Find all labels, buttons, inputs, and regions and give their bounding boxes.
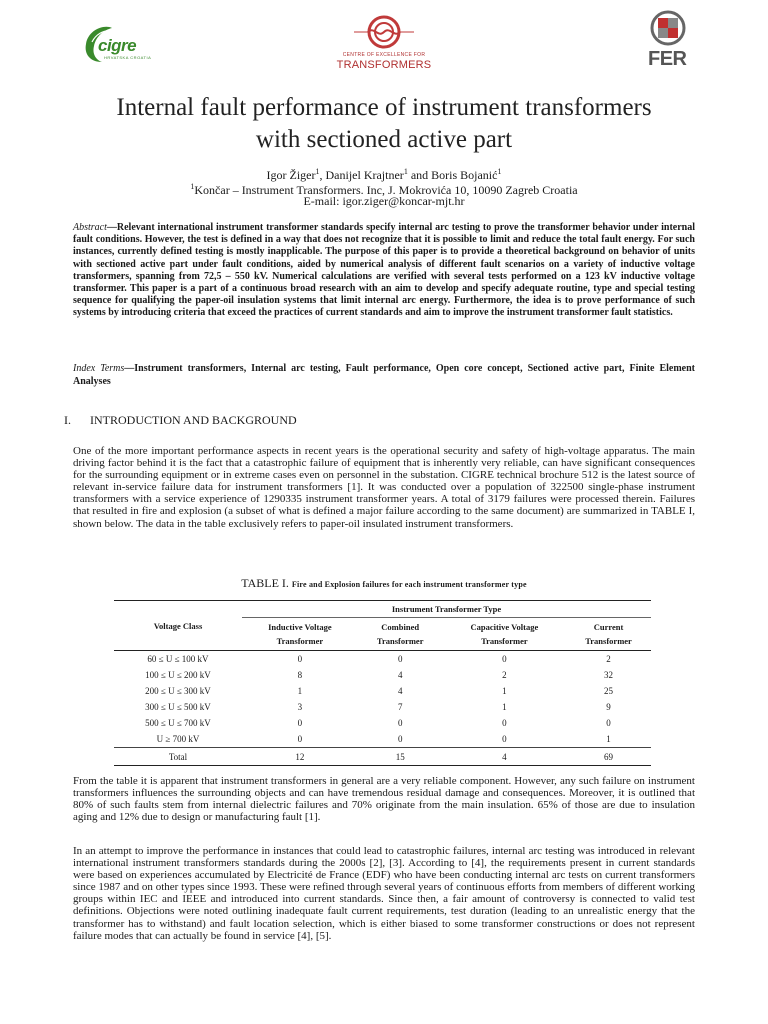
- table-total-row: [114, 748, 651, 766]
- cell-value: 0: [297, 654, 303, 664]
- cell-value: 32: [604, 670, 614, 680]
- cell-value: 2: [606, 654, 611, 664]
- index-terms-label: Index Terms: [73, 363, 125, 374]
- header-group: Instrument Transformer Type: [242, 601, 651, 618]
- author-1: Igor Žiger: [266, 168, 316, 182]
- header-col-3: [443, 618, 566, 651]
- cell-voltage-class: 300 ≤ U ≤ 500 kV: [145, 702, 211, 712]
- abstract-label: Abstract: [73, 222, 107, 233]
- coe-logo: [324, 12, 444, 74]
- cigre-logo: [82, 22, 154, 66]
- header-col-4-l2: Transformer: [585, 636, 632, 646]
- table-row: [114, 651, 651, 668]
- header-col-4: [566, 618, 651, 651]
- cell-voltage-class: 200 ≤ U ≤ 300 kV: [145, 686, 211, 696]
- cell-value: 0: [397, 734, 403, 744]
- header-col-1-l1: Inductive Voltage: [268, 622, 332, 632]
- cell-value: 0: [502, 654, 507, 664]
- fer-emblem-icon: [646, 8, 692, 48]
- cell-value: 9: [606, 702, 611, 712]
- cell-value: 0: [606, 718, 611, 728]
- table-row: [114, 731, 651, 748]
- section-number: I.: [64, 413, 71, 427]
- cell-value: 7: [397, 702, 403, 712]
- cell-voltage-class: 100 ≤ U ≤ 200 kV: [145, 670, 211, 680]
- table-row: [114, 683, 651, 699]
- cell-value: 8: [297, 670, 303, 680]
- coe-line2: TRANSFORMERS: [336, 59, 432, 71]
- table-caption: [73, 576, 695, 591]
- failure-table: [114, 600, 651, 766]
- paragraph-2: From the table it is apparent that instrument transformers in general are a very reliable component. However, any such failure on instrument transformers influences the surrounding objects and can have tremendous residual damage and consequences. Moreover, it is outlined that 80% of such faults stem from internal dielectric failures and 70% originate from the main insulation. 65% of those are due to insulation aging and 12% due to design or manufacturing fault [1].: [73, 775, 695, 824]
- affiliation-text: Končar – Instrument Transformers. Inc, J. Mokrovića 10, 10090 Zagreb Croatia: [194, 183, 578, 197]
- author-3: Boris Bojanić: [431, 168, 498, 182]
- index-terms: [73, 363, 695, 388]
- index-terms-text: —Instrument transformers, Internal arc testing, Fault performance, Open core concept, Sectioned active part, Finite Element Analyses: [73, 363, 695, 387]
- author-sep-1: ,: [319, 168, 326, 182]
- cell-value: 1: [297, 686, 303, 696]
- header-logos: [0, 8, 768, 78]
- cell-value: 0: [502, 734, 507, 744]
- cell-value: 4: [397, 670, 403, 680]
- header-voltage-class: Voltage Class: [114, 601, 242, 651]
- affiliation-sup: 1: [190, 182, 195, 191]
- header-col-2-l1: Combined: [381, 622, 420, 632]
- header-col-1: [242, 618, 358, 651]
- coe-line1: CENTRE OF EXCELLENCE FOR: [342, 52, 426, 58]
- cell-value: 1: [502, 686, 507, 696]
- table-caption-number: TABLE I.: [241, 576, 292, 590]
- table-row: [114, 667, 651, 683]
- author-3-sup: 1: [497, 167, 502, 176]
- table-row: [114, 715, 651, 731]
- cell-value: 1: [606, 734, 611, 744]
- cell-value: 2: [502, 670, 507, 680]
- table-caption-text: Fire and Explosion failures for each instrument transformer type: [291, 580, 527, 589]
- cell-total-value: 15: [358, 748, 443, 766]
- header-col-1-l2: Transformer: [276, 636, 324, 646]
- header-col-3-l1: Capacitive Voltage: [470, 622, 539, 632]
- paper-title: [40, 92, 728, 156]
- paragraph-1: One of the more important performance aspects in recent years is the operational security and safety of high-voltage apparatus. The main driving factor behind it is the fact that a catastrophic failure of equipment that is inherently very reliable, can have significant consequences for the surrounding equipment or in extreme cases even on personnel in the substation. CIGRE technical brochure 512 is the latest source of relevant in-service failure data for instrument transformers [1]. It was conducted over a population of 322500 single-phase instrument transformers with a service experience of 1290335 instrument transformer years. A total of 3179 failures were processed therein. Failures that resulted in fire and explosion (a subset of what is defined a major failure according to the same document) are summarized in TABLE I, shown below. The data in the table exclusively refers to paper-oil insulated instrument transformers.: [73, 445, 695, 530]
- section-heading: [64, 413, 297, 428]
- cell-total-value: 69: [566, 748, 651, 766]
- cell-value: 4: [397, 686, 403, 696]
- author-2-sup: 1: [403, 167, 408, 176]
- author-email: E-mail: igor.ziger@koncar-mjt.hr: [303, 194, 465, 208]
- cell-total-value: 12: [242, 748, 358, 766]
- cell-value: 25: [604, 686, 614, 696]
- cell-value: 3: [297, 702, 303, 712]
- cell-voltage-class: U ≥ 700 kV: [156, 734, 200, 744]
- cell-total-label: Total: [114, 748, 242, 766]
- cell-value: 1: [502, 702, 507, 712]
- table-header-row-1: [114, 601, 651, 618]
- table-row: [114, 699, 651, 715]
- abstract: [73, 222, 695, 320]
- header-col-2: [358, 618, 443, 651]
- cell-value: 0: [297, 718, 303, 728]
- cell-value: 0: [502, 718, 507, 728]
- cell-value: 0: [397, 718, 403, 728]
- header-col-2-l2: Transformer: [376, 636, 424, 646]
- cigre-wordmark: cigre: [98, 36, 137, 55]
- paragraph-3: In an attempt to improve the performance in instances that could lead to catastrophic failures, internal arc testing was introduced in relevant international instrument transformers standards during the 2000s [2], [3]. According to [4], the requirements present in current standards were based on experiences accumulated by Electricité de France (EDF) who have been conducting internal arc tests on current transformers since 1987 and on other types since 1993. These were refined through several years of continuous efforts from members of different working groups within IEC and IEEE and introduced into current standards. Since then, a fair amount of controversy is connected to valid test definitions. Objections were noted outlining inadequate fault current requirements, test duration (leading to an unrealistic energy that the transformer has to withstand) and fault location selection, which is either biased to some transformer constructions or does not represent failure modes that can actually be found in service [4], [5].: [73, 845, 695, 942]
- title-line-2: with sectioned active part: [255, 126, 513, 153]
- cell-voltage-class: 500 ≤ U ≤ 700 kV: [145, 718, 211, 728]
- header-col-4-l1: Current: [593, 622, 624, 632]
- section-title: INTRODUCTION AND BACKGROUND: [90, 413, 297, 427]
- cell-total-value: 4: [443, 748, 566, 766]
- fer-wordmark: FER: [648, 48, 687, 70]
- transformer-rings-icon: [324, 12, 444, 52]
- fer-logo: [646, 8, 692, 72]
- title-line-1: Internal fault performance of instrument transformers: [116, 94, 652, 121]
- header-col-3-l2: Transformer: [481, 636, 528, 646]
- cell-value: 0: [397, 654, 403, 664]
- cigre-subtitle: HRVATSKA CROATIA: [104, 55, 152, 60]
- author-1-sup: 1: [315, 167, 320, 176]
- cell-value: 0: [297, 734, 303, 744]
- cell-voltage-class: 60 ≤ U ≤ 100 kV: [147, 654, 209, 664]
- author-2: Danijel Krajtner: [325, 168, 404, 182]
- abstract-text: —Relevant international instrument transformer standards specify internal arc testing to prove the transformer behavior under internal fault conditions. However, the test is defined in a way that does not recognize that it is possible to limit and reduce the total fault energy. For such instances, currently defined testing is mostly inapplicable. The purpose of this paper is to provide a theoretical background on behavior of units with sectioned active part under fault conditions, aided by numerical analysis of different fault scenarios on a variety of inductive voltage transformers, spanning from 72,5 – 550 kV. Numerical calculations are verified with several tests performed on a 123 kV inductive voltage transformer. This paper is a part of a continuous broad research with an aim to develop and specify adequate routine, type and special testing sequence for qualifying the paper-oil insulation systems that limit internal arc energy. Furthermore, the idea is to prove performance of such systems by introducing criteria that exceed the practices of current standards and aim to improve the instrument transformer fault statistics.: [73, 222, 695, 319]
- author-sep-2: and: [407, 168, 432, 182]
